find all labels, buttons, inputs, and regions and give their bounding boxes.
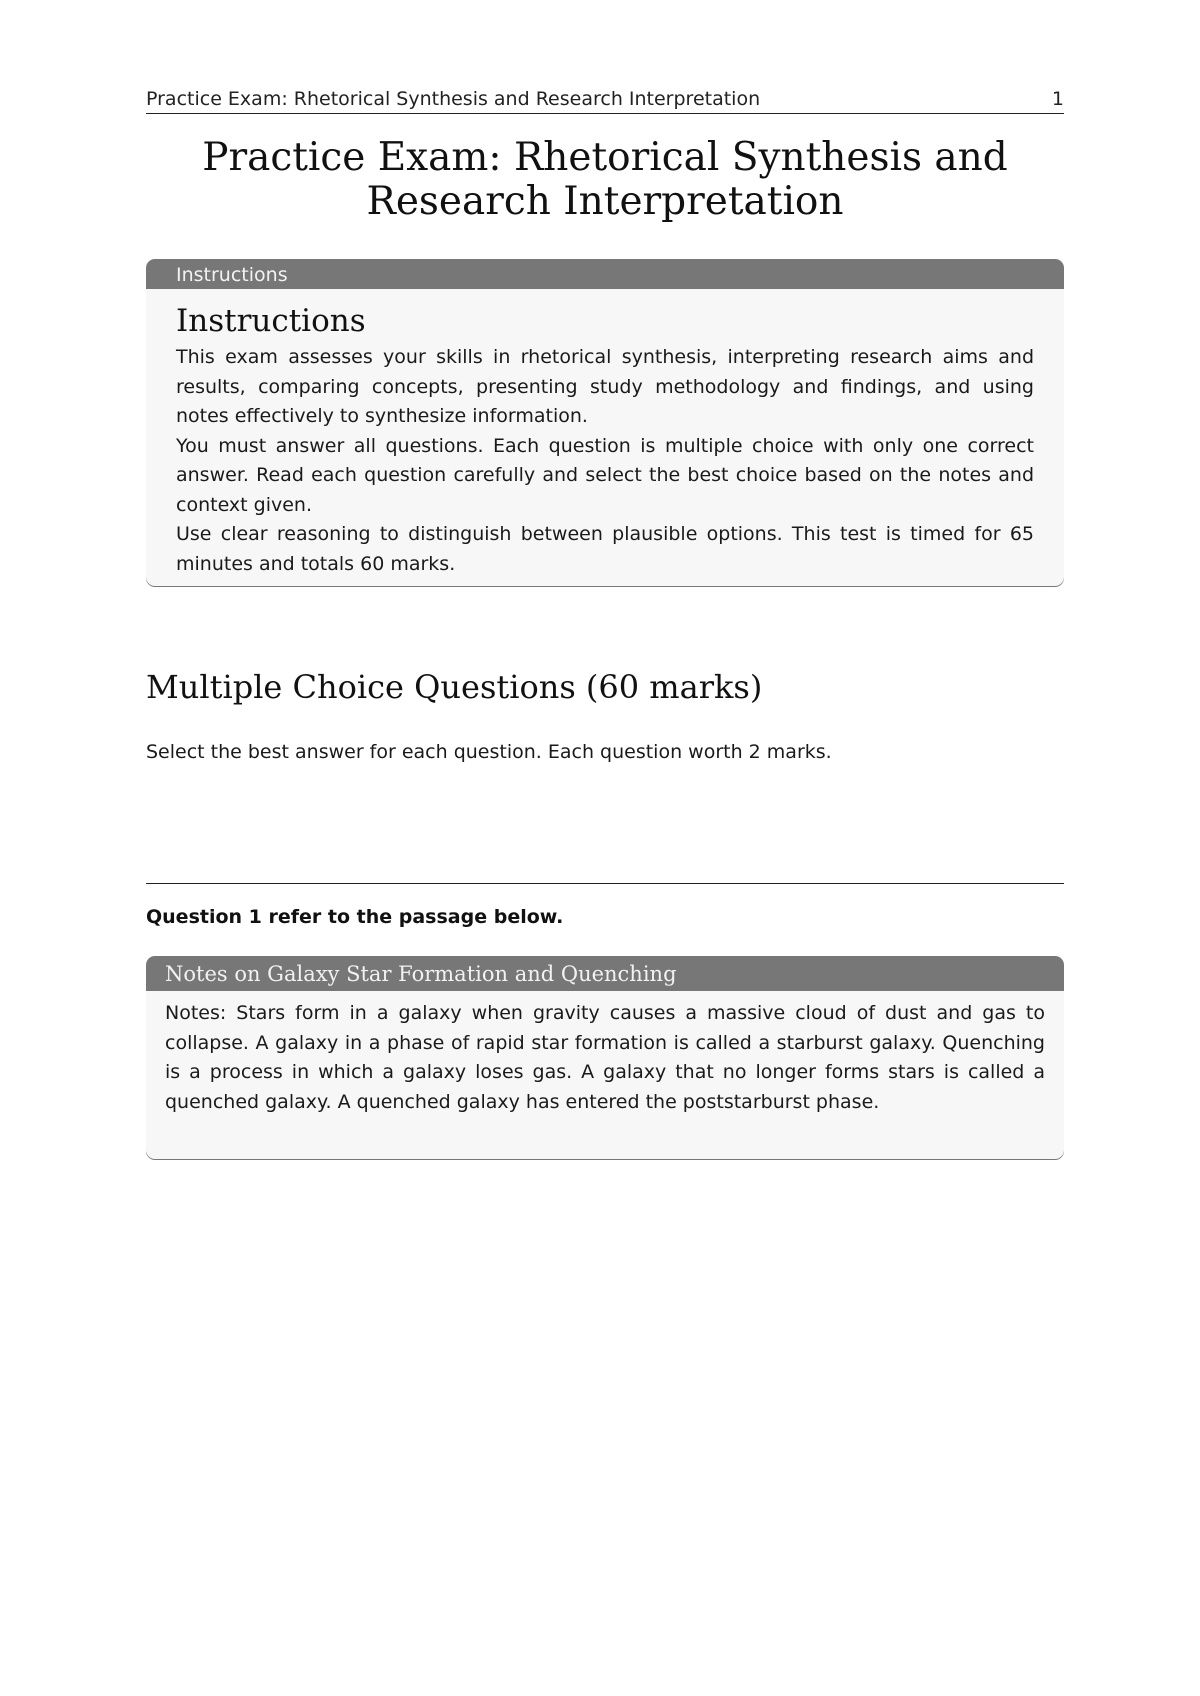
section-divider (146, 883, 1064, 884)
instructions-paragraph: Use clear reasoning to distinguish between plausible options. This test is timed for 65 minutes and totals 60 marks. (176, 523, 1034, 575)
instructions-paragraph: This exam assesses your skills in rhetorical synthesis, interpreting research aims and results, comparing concepts, presenting study methodology and findings, and using notes effectively to synthesize information. (176, 346, 1034, 427)
instructions-box-title-bar: Instructions (146, 259, 1064, 289)
section-heading: Multiple Choice Questions (60 marks) (146, 668, 763, 706)
section-intro: Select the best answer for each question. Each question worth 2 marks. (146, 741, 832, 763)
notes-text: Notes: Stars form in a galaxy when gravity causes a massive cloud of dust and gas to collapse. A galaxy in a phase of rapid star formation is called a starburst galaxy. Quenching is a process in which a galaxy loses gas. A galaxy that no longer forms stars is called a quenched galaxy. A quenched galaxy has entered the poststarburst phase. (165, 1002, 1045, 1113)
instructions-box (146, 259, 1064, 586)
instructions-paragraph: You must answer all questions. Each question is multiple choice with only one correct answer. Read each question carefully and select the best choice based on the notes and context given. (176, 434, 1034, 516)
running-header (146, 84, 1064, 114)
document-title-line-1: Practice Exam: Rhetorical Synthesis and (202, 135, 1008, 180)
instructions-box-body (146, 289, 1064, 579)
instructions-heading: Instructions (176, 303, 366, 339)
question-1-lead: Question 1 refer to the passage below. (146, 906, 564, 928)
document-title (146, 136, 1064, 224)
running-header-title: Practice Exam: Rhetorical Synthesis and Research Interpretation (146, 88, 761, 110)
notes-box-body (146, 991, 1064, 1117)
notes-box-title-bar: Notes on Galaxy Star Formation and Quenching (146, 956, 1064, 991)
notes-box (146, 956, 1064, 1159)
document-title-line-2: Research Interpretation (366, 179, 844, 224)
page-number: 1 (1051, 88, 1064, 110)
